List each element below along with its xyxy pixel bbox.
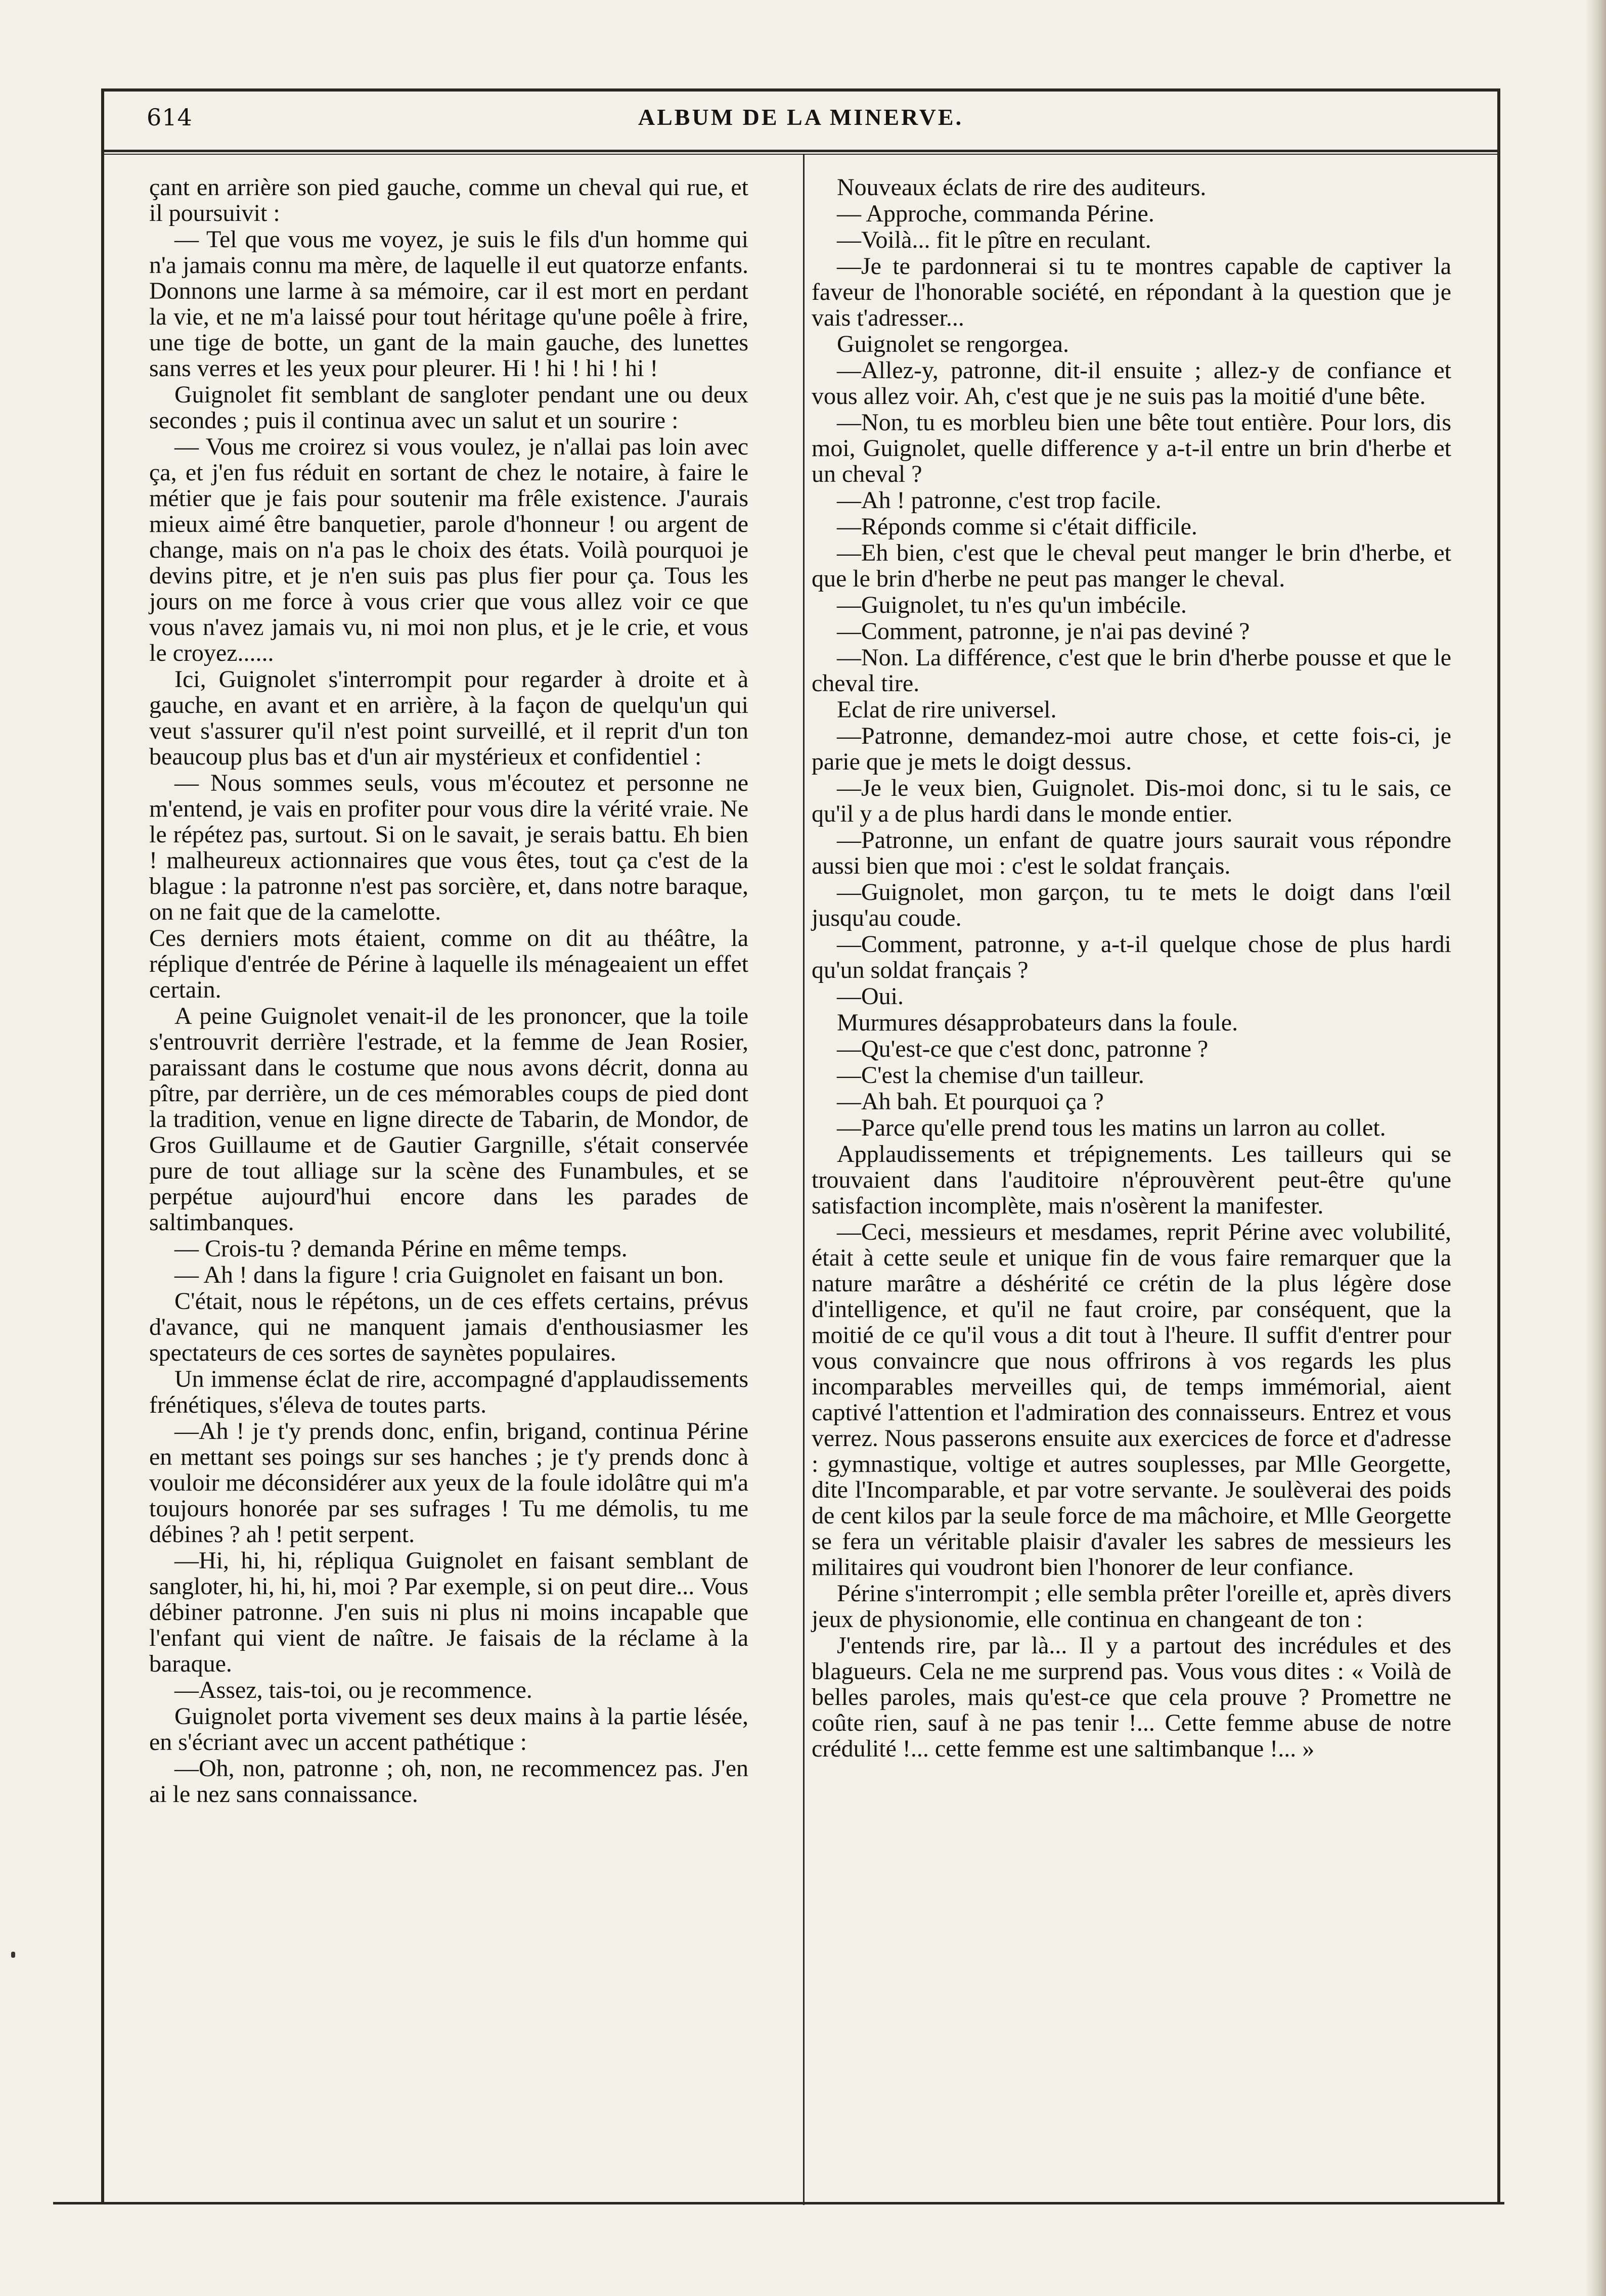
paragraph: Applaudissements et trépignements. Les tailleurs qui se trouvaient dans l'auditoire n'éprouvèrent peut-être qu'une satisfaction incomplète, mais n'osèrent la manifester. — [812, 1141, 1451, 1219]
paragraph: Murmures désapprobateurs dans la foule. — [837, 1009, 1238, 1036]
paragraph: —Allez-y, patronne, dit-il ensuite ; allez-y de confiance et vous allez voir. Ah, c'est que je ne suis pas la moitié d'une bête. — [812, 357, 1451, 410]
paragraph: —Non. La différence, c'est que le brin d'herbe pousse et que le cheval tire. — [812, 644, 1451, 697]
page-number: 614 — [147, 104, 193, 131]
right-column — [812, 174, 1451, 1762]
paragraph: —Je le veux bien, Guignolet. Dis-moi donc, si tu le sais, ce qu'il y a de plus hardi dans le monde entier. — [812, 775, 1451, 827]
paragraph: —Ceci, messieurs et mesdames, reprit Périne avec volubilité, était à cette seule et unique fin de vous faire remarquer que la nature marâtre a déshérité ce crétin de la plus légère dose d'intelligence, et qu'il ne faut croire, par conséquent, que la moitié de ce qu'il vous a dit tout à l'heure. Il suffit d'entrer pour vous convaincre que nous offrirons à vos regards les plus incomparables merveilles qui, de temps immémorial, aient captivé l'attention et l'admiration des connaisseurs. Entrez et vous verrez. Nous passerons ensuite aux exercices de force et d'adresse : gymnastique, voltige et autres souplesses, par Mlle Georgette, dite l'Incomparable, et par votre servante. Je soulèverai des poids de cent kilos par la seule force de ma mâchoire, et Mlle Georgette se fera un véritable plaisir d'avaler les sabres de messieurs les militaires qui voudront bien l'honorer de leur confiance. — [812, 1219, 1451, 1581]
paragraph: Nouveaux éclats de rire des auditeurs. — [837, 174, 1207, 201]
paragraph: Ces derniers mots étaient, comme on dit au théâtre, la réplique d'entrée de Périne à laquelle ils ménageaient un effet certain. — [149, 925, 748, 1003]
paragraph: —Comment, patronne, y a-t-il quelque chose de plus hardi qu'un soldat français ? — [812, 931, 1451, 983]
paragraph: — Nous sommes seuls, vous m'écoutez et personne ne m'entend, je vais en profiter pour vous dire la vérité vraie. Ne le répétez pas, surtout. Si on le savait, je serais battu. Eh bien ! malheureux actionnaires que vous êtes, tout ça c'est de la blague : la patronne n'est pas sorcière, et, dans notre baraque, on ne fait que de la camelotte. — [149, 770, 748, 925]
paragraph: Eclat de rire universel. — [837, 696, 1057, 723]
paragraph: Guignolet porta vivement ses deux mains à la partie lésée, en s'écriant avec un accent pathétique : — [149, 1703, 748, 1755]
paragraph: — Vous me croirez si vous voulez, je n'allai pas loin avec ça, et j'en fus réduit en sortant de chez le notaire, à faire le métier que je fais pour soutenir ma frêle existence. J'aurais mieux aimé être banquetier, parole d'honneur ! ou argent de change, mais on n'a pas le choix des états. Voilà pourquoi je devins pitre, et je n'en suis pas plus fier pour ça. Tous les jours on me force à vous crier que vous allez voir ce que vous n'avez jamais vu, ni moi non plus, et je le crie, et vous le croyez...... — [149, 433, 748, 666]
paragraph: —Eh bien, c'est que le cheval peut manger le brin d'herbe, et que le brin d'herbe ne peut pas manger le cheval. — [812, 539, 1451, 592]
paragraph: —Je te pardonnerai si tu te montres capable de captiver la faveur de l'honorable société, en répondant à la question que je vais t'adresser... — [812, 253, 1451, 331]
paragraph: —Ah bah. Et pourquoi ça ? — [837, 1088, 1104, 1115]
paragraph: çant en arrière son pied gauche, comme un cheval qui rue, et il poursuivit : — [149, 174, 748, 227]
footer-rule — [53, 2202, 1504, 2204]
paragraph: —Qu'est-ce que c'est donc, patronne ? — [837, 1036, 1209, 1062]
paragraph: J'entends rire, par là... Il y a partout des incrédules et des blagueurs. Cela ne me surprend pas. Vous vous dites : « Voilà de belles paroles, mais qu'est-ce que cela prouve ? Promettre ne coûte rien, sauf à ne pas tenir !... Cette femme abuse de notre crédulité !... cette femme est une saltimbanque !... » — [812, 1632, 1451, 1762]
paragraph: —Comment, patronne, je n'ai pas deviné ? — [837, 618, 1250, 645]
scan-speck — [11, 1952, 15, 1958]
paragraph: A peine Guignolet venait-il de les prononcer, que la toile s'entrouvrit derrière l'estrade, et la femme de Jean Rosier, paraissant dans le costume que nous avons décrit, donna au pître, par derrière, un de ces mémorables coups de pied dont la tradition, venue en ligne directe de Tabarin, de Mondor, de Gros Guillaume et de Gautier Gargnille, s'était conservée pure de tout alliage sur la scène des Funambules, et se perpétue aujourd'hui encore dans les parades de saltimbanques. — [149, 1003, 748, 1236]
left-column — [149, 174, 748, 1808]
paragraph: Périne s'interrompit ; elle sembla prêter l'oreille et, après divers jeux de physionomie, elle continua en changeant de ton : — [812, 1580, 1451, 1633]
paragraph: Un immense éclat de rire, accompagné d'applaudissements frénétiques, s'éleva de toutes parts. — [149, 1366, 748, 1418]
paragraph: — Tel que vous me voyez, je suis le fils d'un homme qui n'a jamais connu ma mère, de laquelle il eut quatorze enfants. Donnons une larme à sa mémoire, car il est mort en perdant la vie, et ne m'a laissé pour tout héritage qu'une poêle à frire, une tige de botte, un gant de la main gauche, des lunettes sans verres et les yeux pour pleurer. Hi ! hi ! hi ! hi ! — [149, 226, 748, 382]
header-rule-thin — [101, 154, 1500, 155]
header-rule — [101, 150, 1500, 152]
paragraph: —C'est la chemise d'un tailleur. — [837, 1062, 1144, 1089]
paragraph: —Patronne, un enfant de quatre jours saurait vous répondre aussi bien que moi : c'est le soldat français. — [812, 827, 1451, 879]
column-divider — [803, 155, 805, 2205]
paragraph: —Non, tu es morbleu bien une bête tout entière. Pour lors, dis moi, Guignolet, quelle difference y a-t-il entre un brin d'herbe et un cheval ? — [812, 409, 1451, 487]
paragraph: C'était, nous le répétons, un de ces effets certains, prévus d'avance, qui ne manquent jamais d'enthousiasmer les spectateurs de ces sortes de saynètes populaires. — [149, 1288, 748, 1366]
journal-title: ALBUM DE LA MINERVE. — [638, 104, 964, 130]
paragraph: Ici, Guignolet s'interrompit pour regarder à droite et à gauche, en avant et en arrière, à la façon de quelqu'un qui veut s'assurer qu'il n'est point surveillé, et il reprit d'un ton beaucoup plus bas et d'un air mystérieux et confidentiel : — [149, 666, 748, 770]
paragraph: —Parce qu'elle prend tous les matins un larron au collet. — [837, 1114, 1386, 1141]
paragraph: —Assez, tais-toi, ou je recommence. — [174, 1677, 532, 1703]
paragraph: —Patronne, demandez-moi autre chose, et cette fois-ci, je parie que je mets le doigt dessus. — [812, 723, 1451, 775]
paragraph: —Hi, hi, hi, répliqua Guignolet en faisant semblant de sangloter, hi, hi, hi, moi ? Par exemple, si on peut dire... Vous débiner patronne. J'en suis ni plus ni moins incapable que l'enfant qui vient de naître. Je faisais de la réclame à la baraque. — [149, 1547, 748, 1677]
paragraph: — Approche, commanda Périne. — [837, 200, 1154, 227]
paragraph: —Guignolet, tu n'es qu'un imbécile. — [837, 592, 1187, 618]
paragraph: — Crois-tu ? demanda Périne en même temps. — [174, 1235, 628, 1262]
paragraph: — Ah ! dans la figure ! cria Guignolet en faisant un bon. — [174, 1262, 724, 1288]
paragraph: Guignolet se rengorgea. — [837, 331, 1069, 357]
paragraph: —Oh, non, patronne ; oh, non, ne recommencez pas. J'en ai le nez sans connaissance. — [149, 1755, 748, 1808]
paragraph: —Réponds comme si c'était difficile. — [837, 513, 1197, 540]
paragraph: —Ah ! patronne, c'est trop facile. — [837, 487, 1162, 514]
running-head — [101, 94, 1500, 149]
scan-edge — [1586, 0, 1606, 2296]
paragraph: Guignolet fit semblant de sangloter pendant une ou deux secondes ; puis il continua avec un salut et un sourire : — [149, 381, 748, 434]
paragraph: —Guignolet, mon garçon, tu te mets le doigt dans l'œil jusqu'au coude. — [812, 879, 1451, 931]
paragraph: —Voilà... fit le pître en reculant. — [837, 227, 1151, 253]
paragraph: —Oui. — [837, 983, 904, 1010]
paragraph: —Ah ! je t'y prends donc, enfin, brigand, continua Périne en mettant ses poings sur ses hanches ; je t'y prends donc à vouloir me déconsidérer aux yeux de la foule idolâtre qui m'a toujours honorée par ses sufrages ! Tu me démolis, tu me débines ? ah ! petit serpent. — [149, 1418, 748, 1548]
